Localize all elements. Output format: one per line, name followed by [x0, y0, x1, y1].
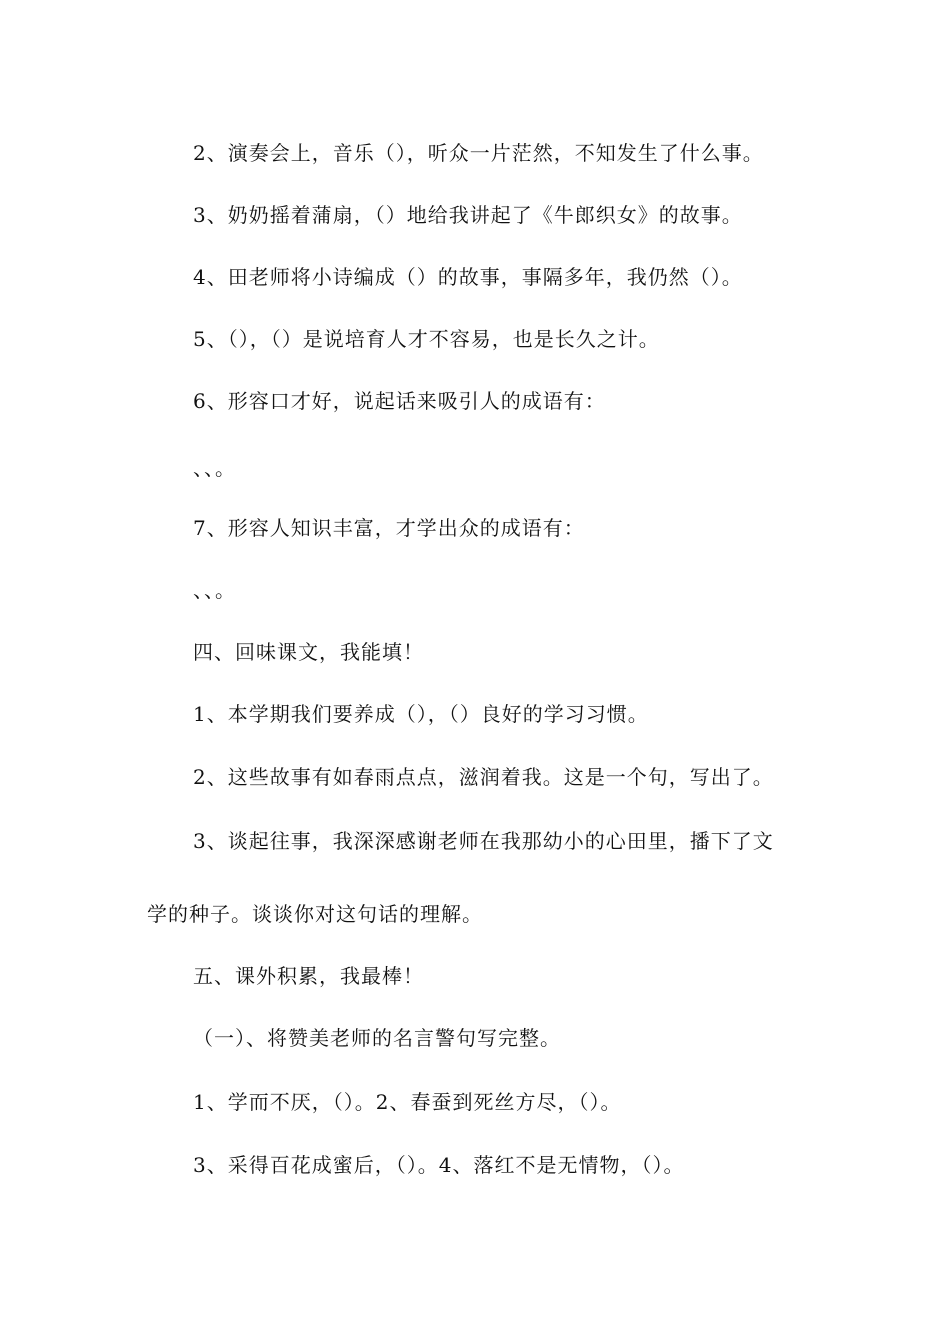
quote-line-2: 3、采得百花成蜜后，（）。4、落红不是无情物，（）。: [193, 1153, 685, 1177]
question-line-6: 6、形容口才好，说起话来吸引人的成语有：: [193, 389, 606, 413]
section-four-question-3: 3、谈起往事，我深深感谢老师在我那幼小的心田里，播下了文: [193, 829, 774, 853]
section-four-question-1: 1、本学期我们要养成（），（）良好的学习习惯。: [193, 702, 649, 726]
answer-blank-line-7: 、、。: [193, 578, 236, 602]
question-line-5: 5、（），（）是说培育人才不容易，也是长久之计。: [193, 327, 660, 351]
section-heading-four: 四、回味课文，我能填！: [193, 640, 424, 664]
question-line-3: 3、奶奶摇着蒲扇，（）地给我讲起了《牛郎织女》的故事。: [193, 203, 743, 227]
question-line-4: 4、田老师将小诗编成（）的故事，事隔多年，我仍然（）。: [193, 265, 743, 289]
question-line-2: 2、演奏会上，音乐（），听众一片茫然，不知发生了什么事。: [193, 141, 764, 165]
section-heading-five: 五、课外积累，我最棒！: [193, 964, 424, 988]
answer-blank-line-6: 、、。: [193, 456, 236, 480]
subsection-heading-one: （一）、将赞美老师的名言警句写完整。: [193, 1026, 561, 1050]
question-line-7: 7、形容人知识丰富，才学出众的成语有：: [193, 516, 585, 540]
section-four-question-2: 2、这些故事有如春雨点点，滋润着我。这是一个句，写出了。: [193, 765, 774, 789]
section-four-question-3-continued: 学的种子。谈谈你对这句话的理解。: [147, 902, 483, 926]
quote-line-1: 1、学而不厌，（）。2、春蚕到死丝方尽，（）。: [193, 1090, 622, 1114]
